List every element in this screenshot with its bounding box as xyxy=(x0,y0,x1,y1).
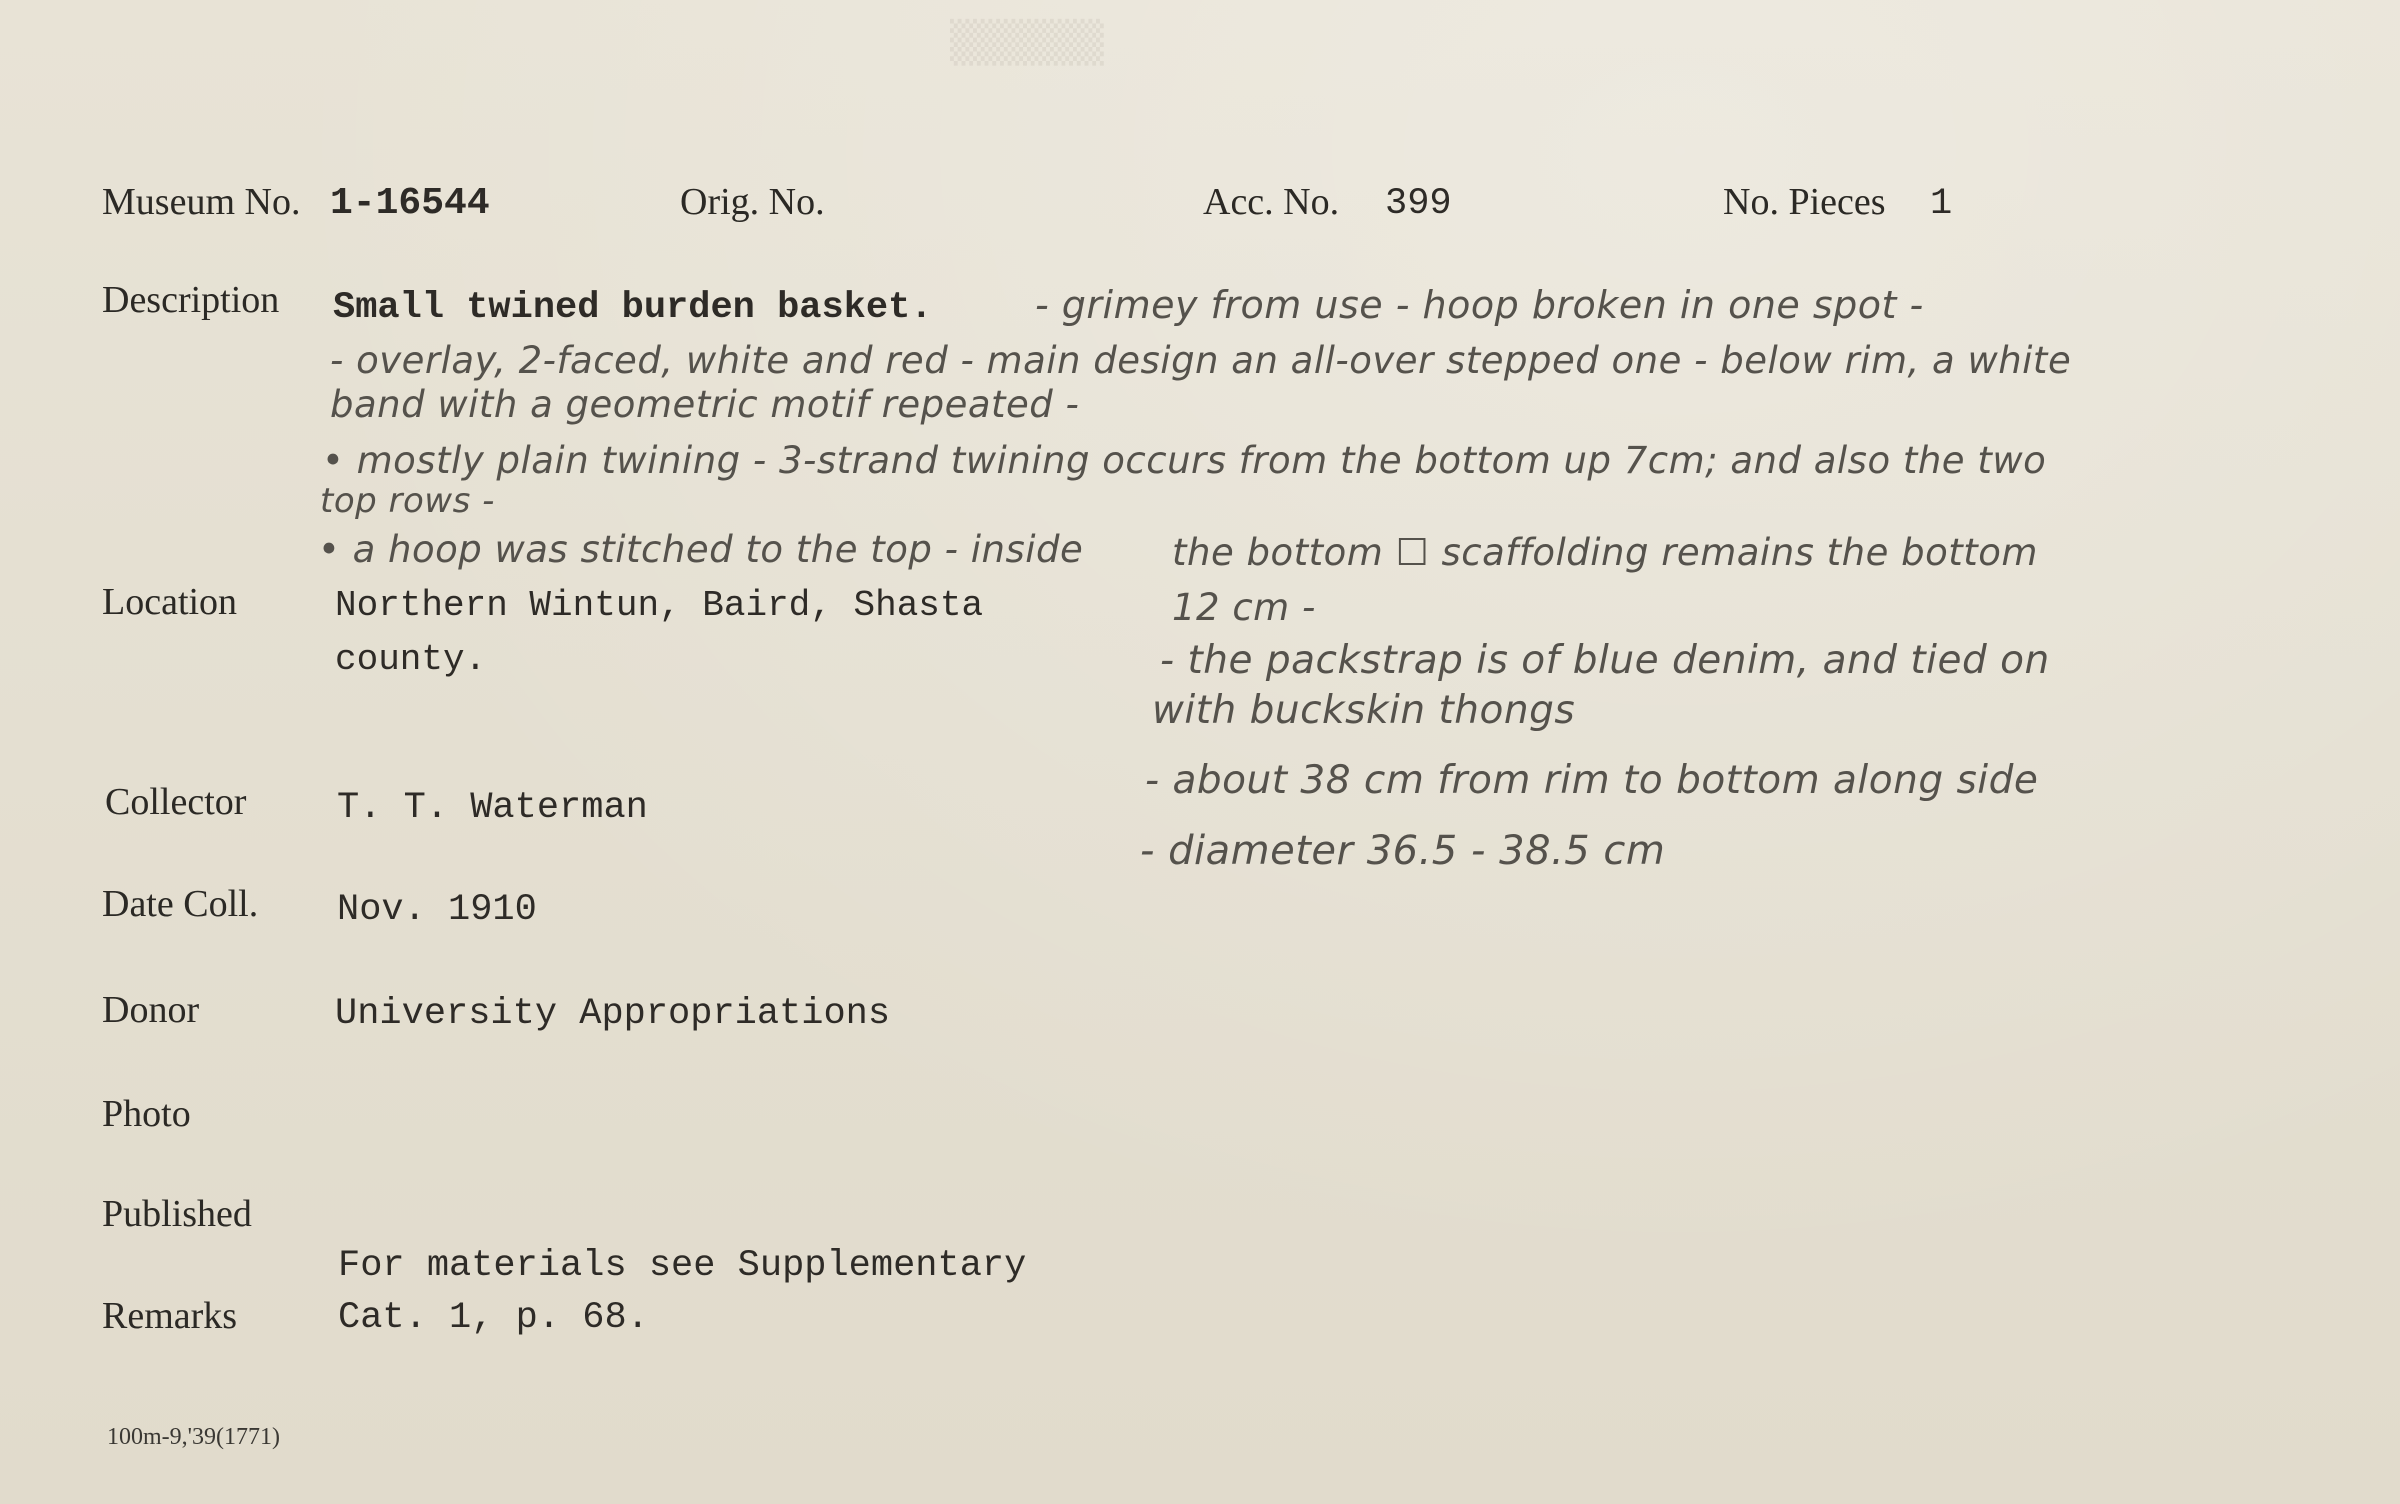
acc-no-label: Acc. No. xyxy=(1203,181,1340,223)
remarks-label: Remarks xyxy=(102,1295,238,1337)
location-value-line: county. xyxy=(335,639,487,680)
date-coll-label: Date Coll. xyxy=(102,883,259,925)
description-label: Description xyxy=(102,279,280,321)
handwritten-note-line: the bottom ☐ scaffolding remains the bottom xyxy=(1172,531,2038,574)
handwritten-note-line: 12 cm - xyxy=(1172,586,1316,629)
location-value-line: Northern Wintun, Baird, Shasta xyxy=(335,585,984,626)
published-label: Published xyxy=(102,1193,252,1235)
handwritten-note-line: • a hoop was stitched to the top - inside xyxy=(318,528,1084,571)
handwritten-note-line: - the packstrap is of blue denim, and tied on xyxy=(1160,638,2050,683)
location-label: Location xyxy=(102,581,238,623)
handwritten-note-line: - about 38 cm from rim to bottom along side xyxy=(1145,758,2039,803)
handwritten-note-line: - diameter 36.5 - 38.5 cm xyxy=(1140,828,1666,874)
orig-no-label: Orig. No. xyxy=(680,181,825,223)
no-pieces-value: 1 xyxy=(1930,183,1953,225)
collector-label: Collector xyxy=(105,781,247,823)
handwritten-note-line: - overlay, 2-faced, white and red - main design an all-over stepped one - below rim, a white xyxy=(330,339,2072,382)
handwritten-note-line: band with a geometric motif repeated - xyxy=(330,383,1080,426)
donor-value: University Appropriations xyxy=(335,993,891,1035)
print-code: 100m-9,'39(1771) xyxy=(107,1424,280,1450)
handwritten-note-line: • mostly plain twining - 3-strand twining occurs from the bottom up 7cm; and also the two xyxy=(322,439,2047,482)
photo-label: Photo xyxy=(102,1093,191,1135)
remarks-value-line: For materials see Supplementary xyxy=(338,1245,1027,1287)
date-coll-value: Nov. 1910 xyxy=(337,889,537,931)
handwritten-note-line: top rows - xyxy=(320,481,495,521)
acc-no-value: 399 xyxy=(1385,183,1452,225)
handwritten-note-line: - grimey from use - hoop broken in one spot - xyxy=(1035,283,1924,327)
handwritten-note-line: with buckskin thongs xyxy=(1152,688,1576,733)
collector-value: T. T. Waterman xyxy=(337,787,648,829)
museum-no-label: Museum No. xyxy=(102,181,301,223)
reverse-bleed-through: ▒▒▒▒▒ xyxy=(950,20,1104,66)
description-value: Small twined burden basket. xyxy=(333,287,933,329)
donor-label: Donor xyxy=(102,989,200,1031)
remarks-value-line: Cat. 1, p. 68. xyxy=(338,1297,649,1339)
no-pieces-label: No. Pieces xyxy=(1723,181,1886,223)
museum-no-value: 1-16544 xyxy=(330,182,490,225)
